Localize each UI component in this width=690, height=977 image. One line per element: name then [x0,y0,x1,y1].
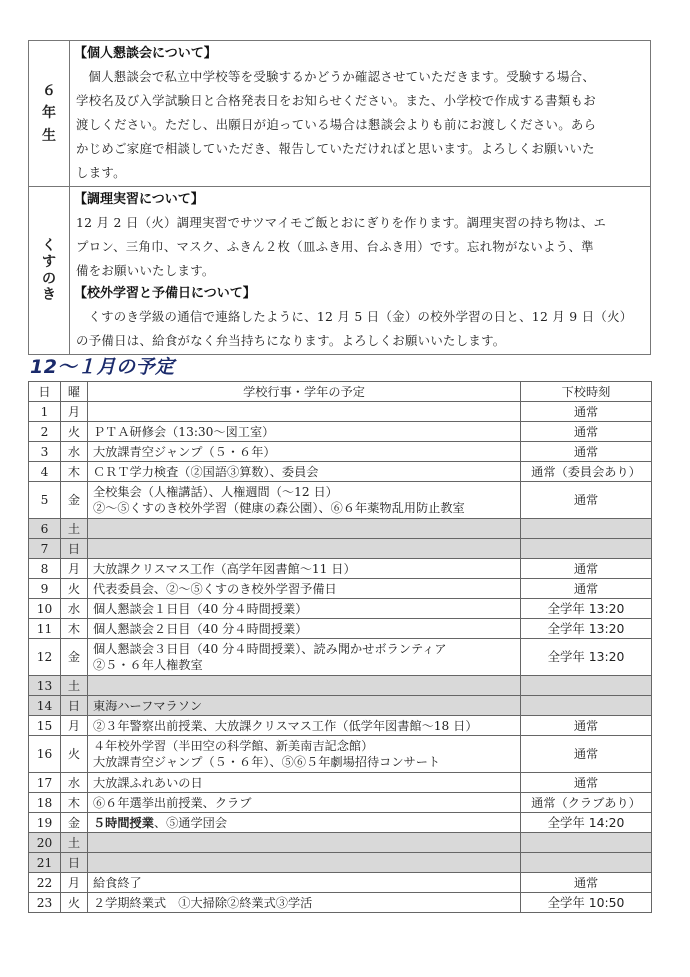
cell-dismissal: 全学年 13:20 [521,639,652,676]
table-row [29,442,652,462]
event-line: 個人懇談会１日目（40 分４時間授業） [93,601,308,616]
event-line: 全校集会（人権講話）、人権週間（～12 日） [93,485,338,499]
section-paragraph [76,305,644,353]
cell-day: 18 [29,793,61,813]
event-line: 大放課青空ジャンプ（５・６年）、⑤⑥５年劇場招待コンサート [93,755,441,769]
cell-events [88,773,521,793]
paragraph-line: 備をお願いいたします。 [76,263,215,278]
cell-events [88,402,521,422]
cell-weekday: 金 [61,639,88,676]
table-row [29,482,652,519]
label-char: ６ [42,82,56,99]
cell-events [88,519,521,539]
cell-events [88,599,521,619]
cell-day: 15 [29,716,61,736]
event-line: 個人懇談会３日目（40 分４時間授業）、読み聞かせボランティア [93,642,447,656]
cell-day: 16 [29,736,61,773]
header-weekday: 曜 [61,382,88,402]
table-row [29,619,652,639]
cell-events [88,716,521,736]
cell-day: 1 [29,402,61,422]
cell-events [88,422,521,442]
table-row [29,599,652,619]
cell-dismissal [521,539,652,559]
cell-weekday: 日 [61,539,88,559]
cell-dismissal: 通常 [521,559,652,579]
cell-dismissal [521,676,652,696]
cell-dismissal: 全学年 13:20 [521,619,652,639]
label-char: く [42,238,56,255]
paragraph-line: かじめご家庭で相談していただき、報告していただければと思います。よろしくお願いいた [76,141,595,156]
cell-events [88,833,521,853]
schedule-table [28,381,652,913]
notice-row-kusunoki [29,187,651,355]
cell-weekday: 木 [61,793,88,813]
cell-dismissal: 通常（クラブあり） [521,793,652,813]
paragraph-line: の予備日は、給食がなく弁当持ちになります。よろしくお願いいたします。 [76,333,506,348]
table-row [29,893,652,913]
notice-label-kusunoki [29,187,70,355]
cell-day: 19 [29,813,61,833]
cell-day: 14 [29,696,61,716]
table-row [29,873,652,893]
notice-label-grade6 [29,41,70,187]
cell-weekday: 火 [61,893,88,913]
table-row [29,833,652,853]
cell-day: 6 [29,519,61,539]
cell-events [88,853,521,873]
cell-events [88,696,521,716]
section-heading: 【調理実習について】 [74,192,204,207]
cell-weekday: 水 [61,442,88,462]
cell-events [88,793,521,813]
event-line: 大放課ふれあいの日 [93,775,203,790]
table-row [29,402,652,422]
event-line: ４年校外学習（半田空の科学館、新美南吉記念館） [93,739,374,753]
cell-dismissal: 通常 [521,482,652,519]
event-line: 大放課青空ジャンプ（５・６年） [93,444,276,459]
cell-dismissal: 全学年 14:20 [521,813,652,833]
cell-weekday: 日 [61,696,88,716]
label-char: き [42,286,56,303]
schedule-body [29,402,652,913]
cell-day: 23 [29,893,61,913]
header-day: 日 [29,382,61,402]
event-line: 大放課クリスマス工作（高学年図書館～11 日） [93,561,356,576]
section-paragraph [76,211,644,283]
event-line: ②５・６年人権教室 [93,658,203,672]
event-line: 東海ハーフマラソン [93,698,203,713]
cell-day: 10 [29,599,61,619]
cell-events [88,559,521,579]
label-char: す [42,254,56,271]
table-row [29,519,652,539]
cell-dismissal: 通常 [521,736,652,773]
cell-weekday: 木 [61,619,88,639]
label-char: 生 [42,127,56,144]
event-line: ⑥６年選挙出前授業、クラブ [93,795,252,810]
cell-dismissal: 通常 [521,716,652,736]
cell-dismissal: 通常 [521,579,652,599]
header-dismissal: 下校時刻 [521,382,652,402]
table-row [29,696,652,716]
cell-weekday: 日 [61,853,88,873]
cell-weekday: 月 [61,873,88,893]
header-events: 学校行事・学年の予定 [88,382,521,402]
cell-dismissal: 通常 [521,422,652,442]
event-line: 代表委員会、②～⑤くすのき校外学習予備日 [93,581,337,596]
cell-day: 21 [29,853,61,873]
cell-weekday: 木 [61,462,88,482]
cell-weekday: 月 [61,402,88,422]
label-char: の [42,270,56,287]
event-bold-prefix: ５時間授業 [93,815,154,830]
cell-weekday: 土 [61,833,88,853]
cell-weekday: 火 [61,579,88,599]
cell-dismissal [521,519,652,539]
cell-weekday: 土 [61,676,88,696]
paragraph-line: します。 [76,165,126,180]
cell-events [88,813,521,833]
cell-day: 8 [29,559,61,579]
schedule-header-row [29,382,652,402]
cell-weekday: 火 [61,736,88,773]
paragraph-line: 12 月 2 日（火）調理実習でサツマイモご飯とおにぎりを作ります。調理実習の持ち物は、エ [76,215,607,230]
cell-weekday: 金 [61,813,88,833]
table-row [29,773,652,793]
cell-dismissal [521,833,652,853]
event-line: ＰＴＡ研修会（13:30～図工室） [93,424,275,439]
notice-table [28,40,651,355]
event-text: 、⑤通学団会 [153,815,228,830]
cell-dismissal [521,853,652,873]
cell-events [88,442,521,462]
cell-weekday: 月 [61,716,88,736]
cell-weekday: 火 [61,422,88,442]
cell-events [88,482,521,519]
cell-events [88,676,521,696]
cell-dismissal: 通常 [521,873,652,893]
label-char: 年 [42,105,56,122]
cell-weekday: 水 [61,599,88,619]
cell-day: 2 [29,422,61,442]
table-row [29,813,652,833]
cell-weekday: 水 [61,773,88,793]
cell-weekday: 土 [61,519,88,539]
cell-events [88,462,521,482]
cell-dismissal: 通常 [521,402,652,422]
cell-day: 4 [29,462,61,482]
table-row [29,539,652,559]
table-row [29,853,652,873]
cell-day: 13 [29,676,61,696]
section-paragraph [76,65,644,185]
event-line: 個人懇談会２日目（40 分４時間授業） [93,621,308,636]
cell-weekday: 月 [61,559,88,579]
paragraph-line: 渡しください。ただし、出願日が迫っている場合は懇談会よりも前にお渡しください。あら [76,117,597,132]
cell-events [88,619,521,639]
table-row [29,422,652,442]
cell-events [88,539,521,559]
cell-events [88,893,521,913]
cell-events [88,873,521,893]
event-line: 給食終了 [93,875,142,890]
cell-day: 12 [29,639,61,676]
table-row [29,736,652,773]
cell-dismissal [521,696,652,716]
cell-day: 3 [29,442,61,462]
cell-dismissal: 全学年 10:50 [521,893,652,913]
paragraph-line: 学校名及び入学試験日と合格発表日をお知らせください。また、小学校で作成する書類もお [76,93,596,108]
table-row [29,676,652,696]
cell-day: 22 [29,873,61,893]
event-line: ２学期終業式 ①大掃除②終業式③学活 [93,895,313,910]
cell-events [88,639,521,676]
table-row [29,639,652,676]
paragraph-line: 個人懇談会で私立中学校等を受験するかどうか確認させていただきます。受験する場合、 [88,69,596,84]
cell-day: 9 [29,579,61,599]
event-line: ②３年警察出前授業、大放課クリスマス工作（低学年図書館～18 日） [93,718,478,733]
cell-day: 11 [29,619,61,639]
cell-day: 17 [29,773,61,793]
table-row [29,716,652,736]
event-line: ＣＲＴ学力検査（②国語③算数）、委員会 [93,464,319,479]
cell-day: 20 [29,833,61,853]
notice-body-kusunoki [70,187,651,355]
table-row [29,462,652,482]
cell-dismissal: 全学年 13:20 [521,599,652,619]
event-line [93,814,516,832]
cell-dismissal: 通常（委員会あり） [521,462,652,482]
notice-body-grade6 [70,41,651,187]
schedule-title: 12～１月の予定 [30,356,175,378]
section-heading: 【校外学習と予備日について】 [74,286,256,301]
cell-events [88,579,521,599]
table-row [29,579,652,599]
cell-dismissal: 通常 [521,442,652,462]
cell-dismissal: 通常 [521,773,652,793]
cell-day: 5 [29,482,61,519]
table-row [29,793,652,813]
cell-events [88,736,521,773]
event-line: ②～⑤くすのき校外学習（健康の森公園）、⑥６年薬物乱用防止教室 [93,501,465,515]
cell-day: 7 [29,539,61,559]
cell-weekday: 金 [61,482,88,519]
notice-row-grade6 [29,41,651,187]
section-heading: 【個人懇談会について】 [74,46,217,61]
table-row [29,559,652,579]
paragraph-line: くすのき学級の通信で連絡したように、12 月 5 日（金）の校外学習の日と、12 月 9 日（火） [88,309,633,324]
paragraph-line: プロン、三角巾、マスク、ふきん２枚（皿ふき用、台ふき用）です。忘れ物がないよう、準 [76,239,594,254]
